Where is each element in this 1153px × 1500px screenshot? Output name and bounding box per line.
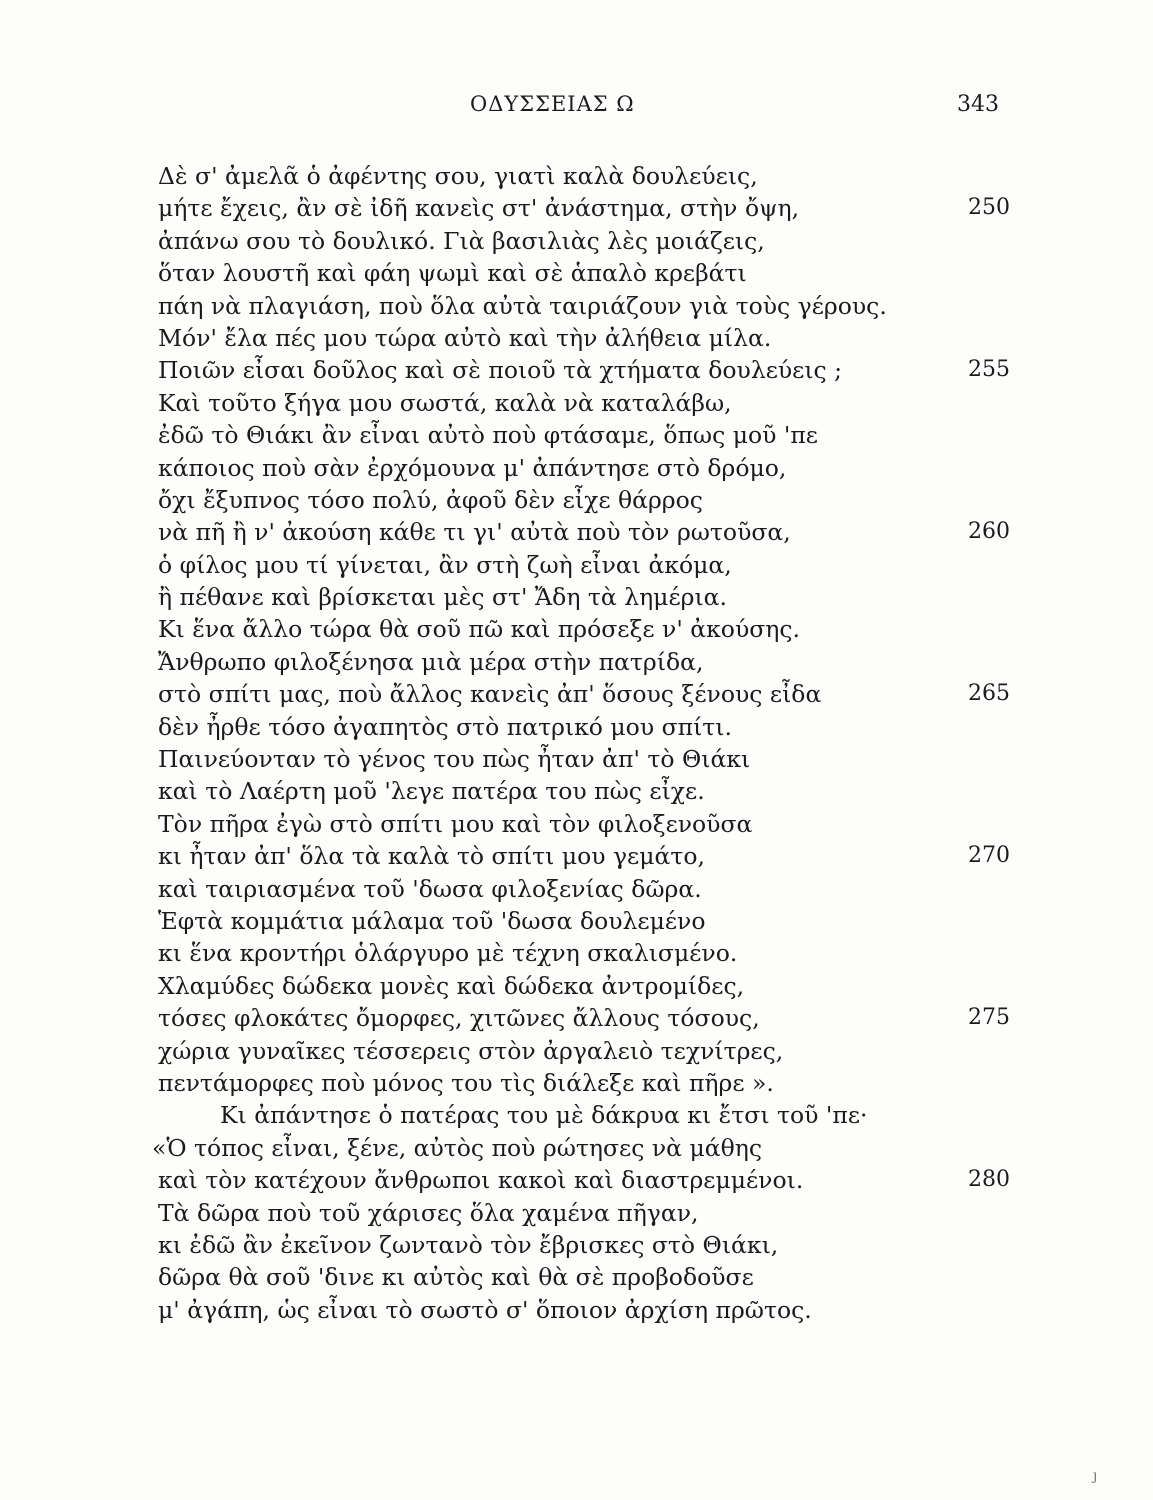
verse-line bbox=[158, 1261, 1018, 1293]
verse-line-text: Χλαμύδες δώδεκα μονὲς καὶ δώδεκα ἀντρομίδες, bbox=[158, 971, 745, 1000]
verse-line-text: στὸ σπίτι μας, ποὺ ἄλλος κανεὶς ἀπ' ὅσους ξένους εἶδα bbox=[158, 680, 822, 709]
verse-line bbox=[158, 160, 1018, 192]
line-number: 270 bbox=[968, 843, 1010, 869]
verse-line-text: «Ὁ τόπος εἶναι, ξένε, αὐτὸς ποὺ ρώτησες νὰ μάθης bbox=[152, 1133, 762, 1162]
scan-mark: ȷ bbox=[1093, 1468, 1098, 1484]
verse-line bbox=[158, 840, 1018, 872]
verse-line bbox=[158, 322, 1018, 354]
verse-line-text: καὶ τὸν κατέχουν ἄνθρωποι κακοὶ καὶ διαστρεμμένοι. bbox=[158, 1166, 804, 1195]
verse-line-text: ἀπάνω σου τὸ δουλικό. Γιὰ βασιλιὰς λὲς μοιάζεις, bbox=[158, 226, 765, 255]
verse-line bbox=[158, 873, 1018, 905]
verse-line-text: Ποιῶν εἶσαι δοῦλος καὶ σὲ ποιοῦ τὰ χτήματα δουλεύεις ; bbox=[158, 356, 843, 385]
verse-line-text: Τὸν πῆρα ἐγὼ στὸ σπίτι μου καὶ τὸν φιλοξενοῦσα bbox=[158, 809, 753, 838]
verse-line-text: Μόν' ἔλα πές μου τώρα αὐτὸ καὶ τὴν ἀλήθεια μίλα. bbox=[158, 323, 772, 352]
verse-line bbox=[158, 484, 1018, 516]
verse-line bbox=[158, 711, 1018, 743]
page-number: 343 bbox=[957, 92, 999, 117]
verse-line bbox=[158, 387, 1018, 419]
verse-line-text: Δὲ σ' ἀμελᾶ ὁ ἀφέντης σου, γιατὶ καλὰ δουλεύεις, bbox=[158, 162, 758, 190]
verse-line bbox=[158, 1229, 1018, 1261]
verse-line bbox=[158, 1164, 1018, 1196]
verse-line bbox=[158, 937, 1018, 969]
verse-line-text: Κι ἀπάντησε ὁ πατέρας του μὲ δάκρυα κι ἔτσι τοῦ 'πε· bbox=[220, 1101, 868, 1130]
verse-line bbox=[152, 1132, 1018, 1164]
verse-line-text: καὶ ταιριασμένα τοῦ 'δωσα φιλοξενίας δῶρα. bbox=[158, 874, 702, 903]
verse-line bbox=[158, 905, 1018, 937]
verse-line-text: ὁ φίλος μου τί γίνεται, ἂν στὴ ζωὴ εἶναι ἀκόμα, bbox=[158, 550, 732, 579]
verse-line-text: δὲν ἦρθε τόσο ἀγαπητὸς στὸ πατρικό μου σπίτι. bbox=[158, 712, 732, 741]
verse-line bbox=[158, 775, 1018, 807]
verse-line bbox=[158, 516, 1018, 548]
verse-line-text: Τὰ δῶρα ποὺ τοῦ χάρισες ὅλα χαμένα πῆγαν, bbox=[158, 1198, 699, 1227]
verse-line-text: τόσες φλοκάτες ὄμορφες, χιτῶνες ἄλλους τόσους, bbox=[158, 1004, 760, 1033]
verse-line bbox=[158, 808, 1018, 840]
verse-line bbox=[158, 419, 1018, 451]
verse-line bbox=[158, 1197, 1018, 1229]
verse-line-text: κι ἐδῶ ἂν ἐκεῖνον ζωντανὸ τὸν ἔβρισκες στὸ Θιάκι, bbox=[158, 1230, 779, 1259]
verse-line bbox=[158, 613, 1018, 645]
verse-line bbox=[158, 743, 1018, 775]
verse-line bbox=[158, 290, 1018, 322]
verse-line bbox=[158, 452, 1018, 484]
verse-line-text: ἐδῶ τὸ Θιάκι ἂν εἶναι αὐτὸ ποὺ φτάσαμε, ὅπως μοῦ 'πε bbox=[158, 421, 818, 450]
verse-line-text: δῶρα θὰ σοῦ 'δινε κι αὐτὸς καὶ θὰ σὲ προβοδοῦσε bbox=[158, 1263, 754, 1292]
line-number: 260 bbox=[968, 519, 1010, 545]
line-number: 280 bbox=[968, 1167, 1010, 1193]
verse-line bbox=[158, 970, 1018, 1002]
verse-line-text: ἢ πέθανε καὶ βρίσκεται μὲς στ' Ἄδη τὰ λημέρια. bbox=[158, 583, 727, 612]
verse-line-text: ὅταν λουστῆ καὶ φάη ψωμὶ καὶ σὲ ἁπαλὸ κρεβάτι bbox=[158, 259, 747, 288]
verse-line-text: μήτε ἔχεις, ἂν σὲ ἰδῆ κανεὶς στ' ἀνάστημα, στὴν ὄψη, bbox=[158, 194, 800, 223]
verse-line bbox=[158, 549, 1018, 581]
verse-line bbox=[158, 678, 1018, 710]
verse-line-text: πεντάμορφες ποὺ μόνος του τὶς διάλεξε καὶ πῆρε ». bbox=[158, 1068, 774, 1097]
verse-line-text: καὶ τὸ Λαέρτη μοῦ 'λεγε πατέρα του πὼς εἶχε. bbox=[158, 777, 705, 806]
verse-line-text: κι ἦταν ἀπ' ὅλα τὰ καλὰ τὸ σπίτι μου γεμάτο, bbox=[158, 842, 705, 871]
verse-line-text: ὄχι ἔξυπνος τόσο πολύ, ἀφοῦ δὲν εἶχε θάρρος bbox=[158, 485, 703, 514]
line-number: 250 bbox=[968, 195, 1010, 221]
verse-line bbox=[158, 192, 1018, 224]
verse-line bbox=[158, 1067, 1018, 1099]
verse-line bbox=[158, 1035, 1018, 1067]
verse-line bbox=[158, 1002, 1018, 1034]
line-number: 275 bbox=[968, 1005, 1010, 1031]
verse-line-text: πάη νὰ πλαγιάση, ποὺ ὅλα αὐτὰ ταιριάζουν γιὰ τοὺς γέρους. bbox=[158, 291, 887, 320]
line-number: 265 bbox=[968, 681, 1010, 707]
verse-line bbox=[158, 225, 1018, 257]
running-head bbox=[0, 92, 1153, 122]
verse-line-text: νὰ πῆ ἢ ν' ἀκούση κάθε τι γι' αὐτὰ ποὺ τὸν ρωτοῦσα, bbox=[158, 518, 791, 547]
verse-line bbox=[158, 646, 1018, 678]
verse-line bbox=[158, 1294, 1018, 1326]
verse-line-text: Καὶ τοῦτο ξήγα μου σωστά, καλὰ νὰ καταλάβω, bbox=[158, 388, 732, 417]
verse-line-text: χώρια γυναῖκες τέσσερεις στὸν ἀργαλειὸ τεχνίτρες, bbox=[158, 1036, 784, 1065]
verse-line-text: Κι ἕνα ἄλλο τώρα θὰ σοῦ πῶ καὶ πρόσεξε ν' ἀκούσης. bbox=[158, 615, 800, 644]
verse-line-text: Ἄνθρωπο φιλοξένησα μιὰ μέρα στὴν πατρίδα, bbox=[158, 647, 704, 676]
verse-line bbox=[158, 581, 1018, 613]
verse-block bbox=[152, 160, 1018, 1326]
verse-line-text: Παινεύονταν τὸ γένος του πὼς ἦταν ἀπ' τὸ Θιάκι bbox=[158, 745, 751, 774]
verse-line bbox=[158, 1099, 1018, 1131]
verse-line-text: Ἑφτὰ κομμάτια μάλαμα τοῦ 'δωσα δουλεμένο bbox=[158, 906, 706, 935]
verse-line-text: μ' ἀγάπη, ὡς εἶναι τὸ σωστὸ σ' ὅποιον ἀρχίση πρῶτος. bbox=[158, 1295, 812, 1324]
verse-line-text: κάποιος ποὺ σὰν ἐρχόμουνα μ' ἀπάντησε στὸ δρόμο, bbox=[158, 453, 787, 482]
verse-line bbox=[158, 354, 1018, 386]
line-number: 255 bbox=[968, 357, 1010, 383]
verse-line-text: κι ἕνα κροντήρι ὁλάργυρο μὲ τέχνη σκαλισμένο. bbox=[158, 939, 738, 968]
verse-line bbox=[158, 257, 1018, 289]
running-title: ΟΔΥΣΣΕΙΑΣ Ω bbox=[470, 92, 635, 116]
